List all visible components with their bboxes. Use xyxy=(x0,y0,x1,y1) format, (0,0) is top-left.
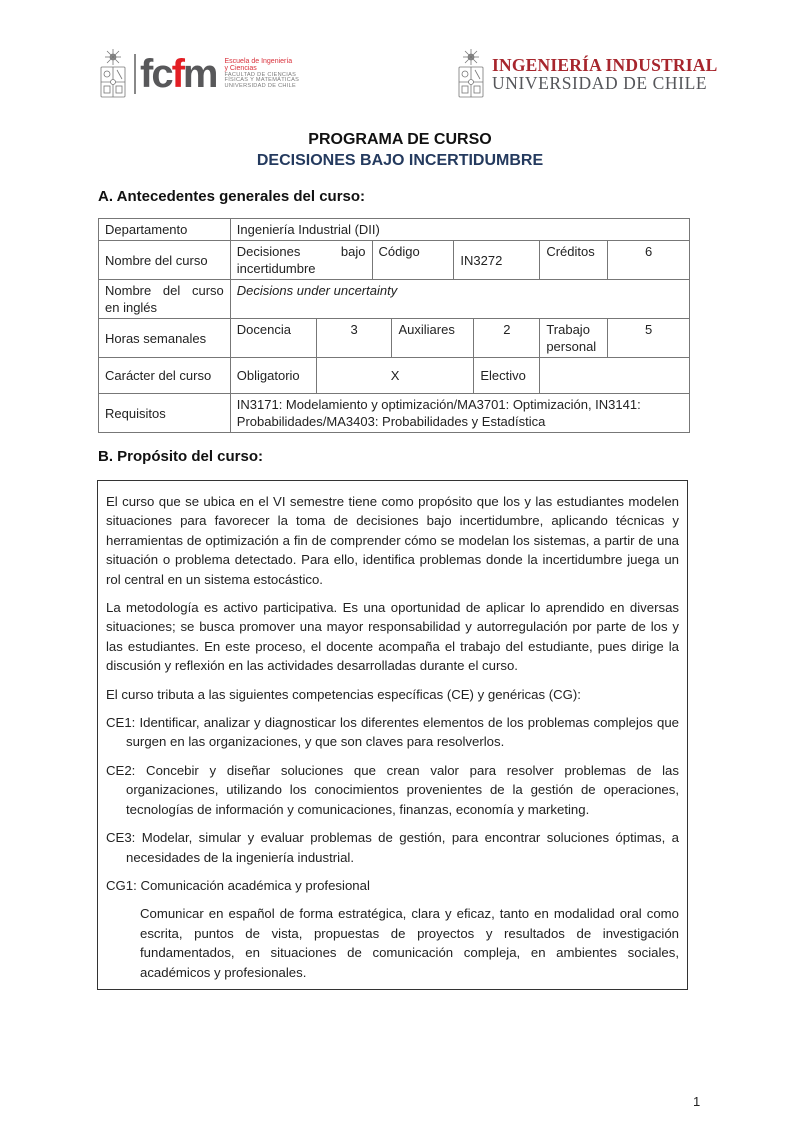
departamento-label: Departamento xyxy=(99,219,231,241)
requisitos-value: IN3171: Modelamiento y optimización/MA3701: Optimización, IN3141: Probabilidades/MA3403: Probabilidades y Estadística xyxy=(230,394,689,433)
codigo-label: Código xyxy=(372,241,454,280)
table-row xyxy=(99,319,690,358)
course-info-table xyxy=(98,218,690,433)
electivo-label: Electivo xyxy=(474,358,540,394)
codigo-value: IN3272 xyxy=(454,241,540,280)
fcfm-logo-text: Escuela de Ingeniería y Ciencias FACULTAD DE CIENCIAS FÍSICAS Y MATEMÁTICAS UNIVERSIDAD DE CHILE xyxy=(224,57,300,90)
table-row xyxy=(99,219,690,241)
fcfm-logo xyxy=(98,46,299,102)
departamento-value: Ingeniería Industrial (DII) xyxy=(230,219,689,241)
competency-ce1: CE1: Identificar, analizar y diagnosticar los diferentes elementos de los problemas complejos que surgen en las organizaciones, y que son claves para resolverlos. xyxy=(106,715,679,750)
document-title: PROGRAMA DE CURSO xyxy=(308,131,492,148)
creditos-value: 6 xyxy=(608,241,690,280)
methodology-paragraph: La metodología es activo participativa. Es una oportunidad de aplicar lo aprendido en diversas situaciones; se busca promover una mayor responsabilidad y autorregulación por parte de los y las estudiantes. En este proceso, el docente acompaña el trabajo del estudiante, pues dirige la discusión y reflexión en las actividades desarrolladas durante el curso. xyxy=(106,600,679,674)
ingenieria-industrial-text: INGENIERÍA INDUSTRIAL UNIVERSIDAD DE CHILE xyxy=(492,54,718,93)
university-crest-icon xyxy=(456,48,486,100)
course-title: DECISIONES BAJO INCERTIDUMBRE xyxy=(256,152,544,169)
creditos-label: Créditos xyxy=(540,241,608,280)
obligatorio-value: X xyxy=(316,358,474,394)
requisitos-label: Requisitos xyxy=(99,394,231,433)
table-row xyxy=(99,241,690,280)
fcfm-wordmark: fcfm xyxy=(134,54,216,94)
docencia-value: 3 xyxy=(316,319,392,358)
table-row xyxy=(99,394,690,433)
section-b-heading: B. Propósito del curso: xyxy=(98,448,264,465)
competencies-intro: El curso tributa a las siguientes competencias específicas (CE) y genéricas (CG): xyxy=(106,686,581,702)
purpose-paragraph: El curso que se ubica en el VI semestre tiene como propósito que los y las estudiantes modelen situaciones para favorecer la toma de decisiones bajo incertidumbre, aplicando técnicas y herramientas de optimización a fin de comprender cómo se modelan los sistemas, a partir de una situación o problema detectado. Para ello, identifica problemas donde la incertidumbre juega un rol central en un sistema estocástico. xyxy=(106,494,679,587)
ingenieria-industrial-logo xyxy=(456,46,717,102)
competency-ce2: CE2: Concebir y diseñar soluciones que crean valor para resolver problemas de las organizaciones, utilizando los conocimientos provenientes de la gestión de operaciones, tecnologías de información y comunicaciones, finanzas, economía y marketing. xyxy=(106,762,679,817)
competency-ce3: CE3: Modelar, simular y evaluar problemas de gestión, para encontrar soluciones óptimas, a necesidades de la ingeniería industrial. xyxy=(106,830,679,865)
nombre-curso-label: Nombre del curso xyxy=(99,241,231,280)
horas-label: Horas semanales xyxy=(99,319,231,358)
page-number: 1 xyxy=(693,1094,701,1109)
university-crest-icon xyxy=(98,48,128,100)
caracter-label: Carácter del curso xyxy=(99,358,231,394)
table-row xyxy=(99,358,690,394)
electivo-value xyxy=(540,358,690,394)
nombre-ingles-label: Nombre del curso en inglés xyxy=(99,280,231,319)
auxiliares-value: 2 xyxy=(474,319,540,358)
nombre-ingles-value: Decisions under uncertainty xyxy=(230,280,689,319)
table-row xyxy=(99,280,690,319)
section-a-heading: A. Antecedentes generales del curso: xyxy=(98,188,366,205)
trabajo-personal-label: Trabajo personal xyxy=(540,319,608,358)
competency-cg1-title: CG1: Comunicación académica y profesional xyxy=(106,877,370,893)
purpose-box xyxy=(97,480,688,990)
obligatorio-label: Obligatorio xyxy=(230,358,316,394)
docencia-label: Docencia xyxy=(230,319,316,358)
nombre-curso-value: Decisiones bajo incertidumbre xyxy=(230,241,372,280)
competency-cg1-description: Comunicar en español de forma estratégica, clara y eficaz, tanto en modalidad oral como escrita, puntos de vista, propuestas de proyectos y resultados de investigación fundamentados, en situaciones de comunicación compleja, en ambientes sociales, académicos y profesionales. xyxy=(140,906,679,980)
auxiliares-label: Auxiliares xyxy=(392,319,474,358)
trabajo-personal-value: 5 xyxy=(608,319,690,358)
